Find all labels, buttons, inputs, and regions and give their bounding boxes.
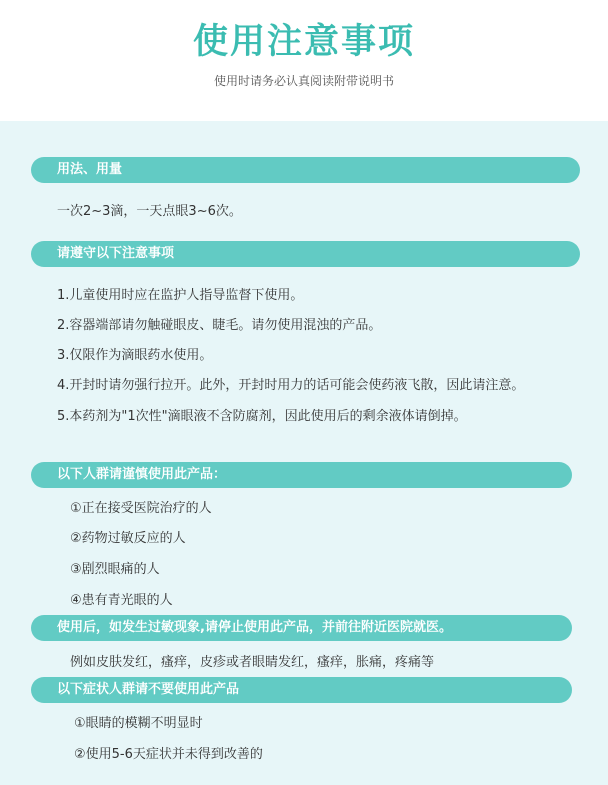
section-line: ①正在接受医院治疗的人	[70, 501, 212, 516]
section-heading-precautions: 请遵守以下注意事项	[31, 241, 580, 267]
section-line: ②药物过敏反应的人	[70, 531, 186, 546]
section-line: ①眼睛的模糊不明显时	[74, 716, 203, 731]
section-line: 3.仅限作为滴眼药水使用。	[57, 348, 213, 363]
section-line: ④患有青光眼的人	[70, 593, 173, 608]
section-line: ③剧烈眼痛的人	[70, 562, 160, 577]
section-line: 4.开封时请勿强行拉开。此外，开封时用力的话可能会使药液飞散，因此请注意。	[57, 378, 525, 393]
section-line: 例如皮肤发红，瘙痒，皮疹或者眼睛发红，瘙痒，胀痛，疼痛等	[70, 655, 435, 670]
content-panel	[0, 121, 608, 785]
section-line: 2.容器端部请勿触碰眼皮、睫毛。请勿使用混浊的产品。	[57, 318, 382, 333]
section-line: 一次2~3滴，一天点眼3~6次。	[57, 204, 242, 219]
page-title: 使用注意事项	[192, 22, 415, 62]
section-heading-caution-groups: 以下人群请谨慎使用此产品：	[31, 462, 572, 488]
section-line: 1.儿童使用时应在监护人指导监督下使用。	[57, 288, 304, 303]
section-heading-do-not-use: 以下症状人群请不要使用此产品	[31, 677, 572, 703]
page-subtitle: 使用时请务必认真阅读附带说明书	[213, 74, 394, 88]
section-heading-dosage: 用法、用量	[31, 157, 580, 183]
section-heading-allergy: 使用后，如发生过敏现象,请停止使用此产品，并前往附近医院就医。	[31, 615, 572, 641]
section-line: 5.本药剂为"1次性"滴眼液不含防腐剂，因此使用后的剩余液体请倒掉。	[57, 409, 467, 424]
section-line: ②使用5-6天症状并未得到改善的	[74, 747, 263, 762]
